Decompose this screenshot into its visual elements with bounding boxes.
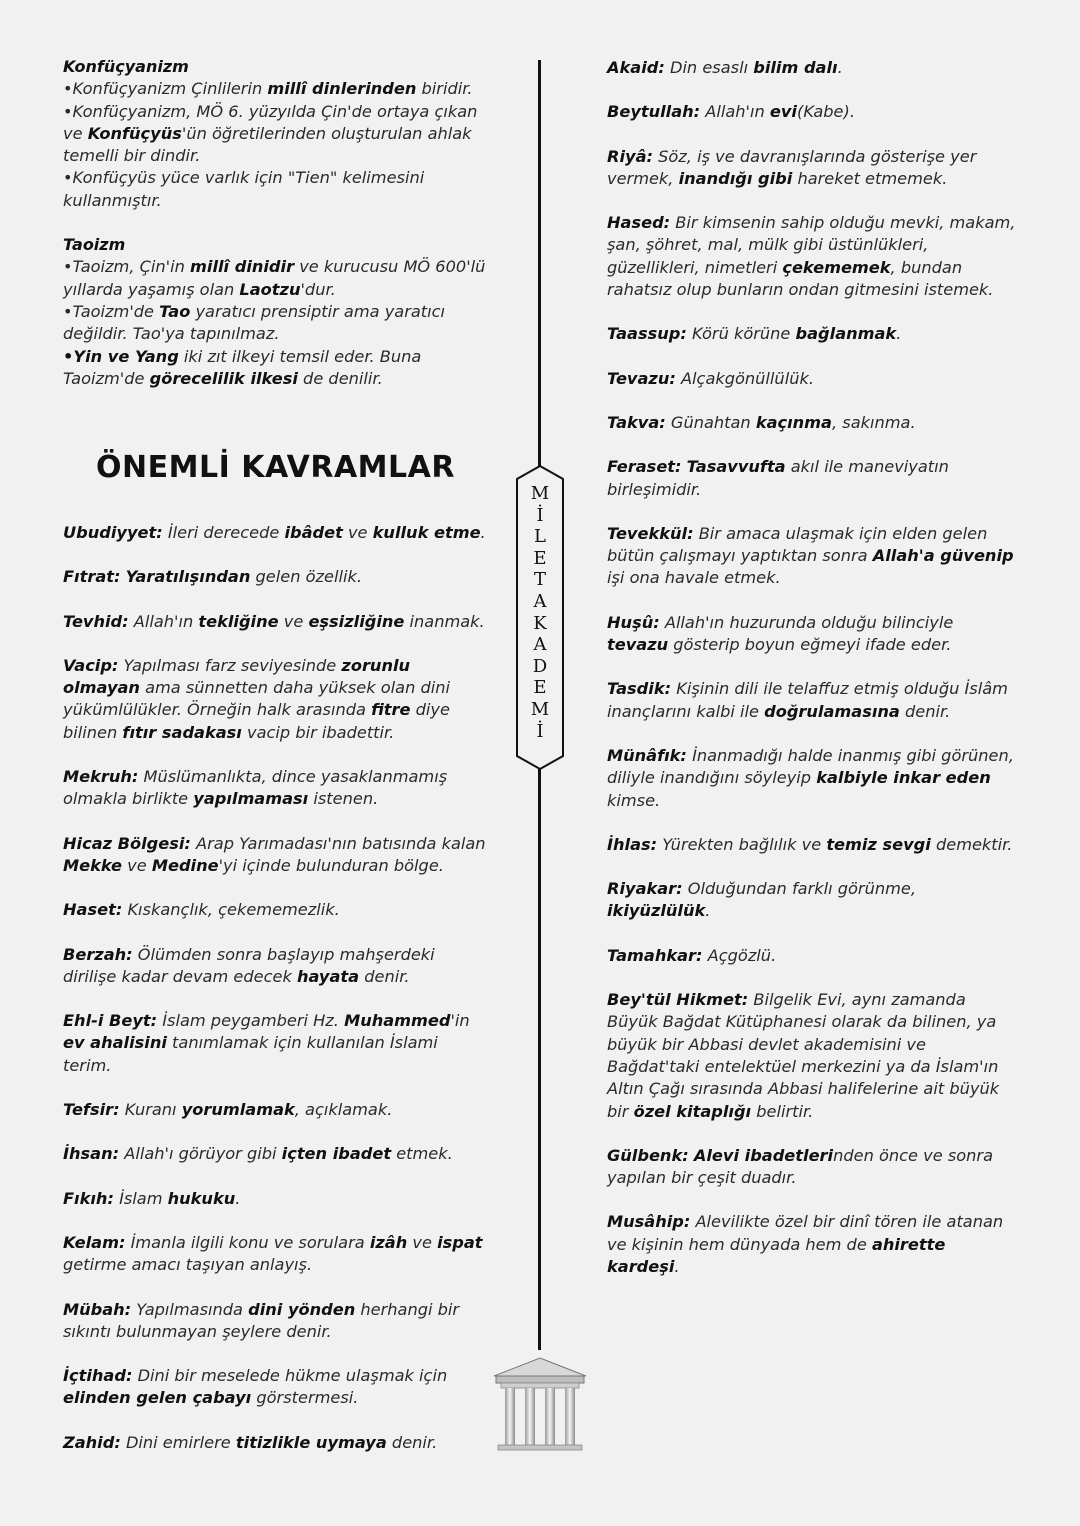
term-text: Alevilikte özel bir dinî tören ile atanan ve kişinin hem dünyada hem de — [607, 1212, 1004, 1254]
term-emphasis: doğrulamasına — [764, 701, 900, 721]
term-text: Kişinin dili ile telaffuz etmiş olduğu İslâm inançlarını kalbi ile — [607, 679, 1008, 721]
badge-letter: A — [533, 634, 547, 656]
term-text: Yürekten bağlılık ve — [657, 834, 827, 854]
term-text: ve — [278, 611, 309, 631]
term-label: İçtihad: — [63, 1366, 133, 1386]
term-entry — [607, 612, 1017, 657]
term-text: İmanla ilgili konu ve sorulara — [125, 1232, 370, 1252]
term-emphasis: Muhammed — [344, 1011, 451, 1031]
term-text: , açıklamak. — [294, 1100, 393, 1120]
term-text: Allah'ın — [128, 611, 199, 631]
konfucyanizm-bullet-3: •Konfüçyüs yüce varlık için "Tien" kelimesini kullanmıştır. — [63, 168, 425, 210]
term-emphasis: ispat — [437, 1232, 483, 1252]
term-text: istenen. — [308, 789, 379, 809]
term-emphasis: yapılmaması — [193, 789, 309, 809]
term-label: Hicaz Bölgesi: — [63, 833, 191, 853]
term-text: diye bilinen — [63, 700, 450, 742]
term-entry — [63, 944, 488, 989]
term-label: Fıtrat: — [63, 567, 121, 587]
term-text: Yapılmasında — [131, 1299, 249, 1319]
term-emphasis: ev ahalisini — [63, 1033, 167, 1053]
term-emphasis: izâh — [369, 1232, 408, 1252]
term-emphasis: evi — [769, 102, 797, 122]
text-bold: Laotzu — [239, 279, 301, 299]
text-bold: Konfüçyüs — [87, 123, 182, 143]
term-text: 'yi içinde bulunduran bölge. — [218, 855, 444, 875]
term-emphasis: temiz sevgi — [826, 834, 931, 854]
term-label: Vacip: — [63, 655, 119, 675]
term-emphasis: özel kitaplığı — [633, 1101, 752, 1121]
term-text: Allah'ı görüyor gibi — [119, 1144, 282, 1164]
term-text: , sakınma. — [831, 412, 916, 432]
badge-letter: M — [530, 698, 550, 720]
term-text: Açgözlü. — [702, 945, 777, 965]
term-label: Mübah: — [63, 1299, 132, 1319]
term-text: ve — [342, 523, 373, 542]
term-text: Bir kimsenin sahip olduğu mevki, makam, şan, şöhret, mal, mülk gibi üstünlükleri, güzellikleri, nimetleri — [607, 213, 1016, 277]
term-entry — [63, 1432, 488, 1454]
term-text: işi ona havale etmek. — [607, 568, 781, 588]
text: yaratıcı prensiptir ama yaratıcı değildir. Tao'ya tapınılmaz. — [63, 301, 446, 344]
text: •Taoizm'de — [63, 301, 160, 321]
term-label: İhlas: — [607, 834, 658, 854]
term-label: Tevazu: — [607, 368, 676, 388]
term-text: Müslümanlıkta, dince yasaklanmamış olmakla birlikte — [63, 767, 448, 809]
term-text: . — [896, 324, 902, 344]
text-bold: millî dinidir — [190, 257, 295, 277]
temple-columns-icon — [492, 1356, 588, 1451]
term-text: (Kabe). — [797, 102, 855, 122]
badge-letter: A — [533, 590, 547, 612]
term-emphasis: fıtır sadakası — [122, 722, 242, 742]
text: de denilir. — [297, 368, 383, 388]
term-text: Allah'ın huzurunda olduğu bilinciyle — [659, 612, 954, 632]
term-label: Münâfık: — [607, 745, 687, 765]
term-entry — [607, 101, 1017, 123]
term-label: Musâhip: — [607, 1212, 691, 1232]
term-label: Tevhid: — [63, 611, 129, 631]
term-label: Berzah: — [63, 944, 133, 964]
milet-akademi-badge — [516, 465, 564, 770]
text-bold: görecelilik ilkesi — [149, 368, 298, 388]
term-emphasis: yorumlamak — [181, 1100, 295, 1120]
badge-letter: İ — [536, 720, 544, 742]
term-text: 'in — [450, 1011, 470, 1031]
term-entry — [607, 989, 1017, 1123]
term-entry — [607, 945, 1017, 967]
text-bold: millî dinlerinden — [267, 79, 417, 99]
term-entry — [607, 834, 1017, 856]
text: 'dur. — [300, 279, 336, 299]
term-entry — [607, 1211, 1017, 1278]
term-entry — [63, 1143, 488, 1165]
term-text: İleri derecede — [162, 523, 285, 542]
term-emphasis: zorunlu olmayan — [63, 655, 411, 698]
term-entry — [63, 1099, 488, 1121]
term-label: Hased: — [607, 213, 671, 233]
term-label: Ubudiyyet: — [63, 523, 163, 542]
term-emphasis: Yaratılışından — [125, 567, 251, 587]
term-text: ve — [122, 855, 152, 875]
konfucyanizm-bullet-2 — [63, 101, 488, 168]
term-text: İslam — [113, 1188, 168, 1208]
term-emphasis: kulluk etme — [372, 523, 481, 542]
term-emphasis: Alevi ibadetleri — [693, 1145, 834, 1165]
term-label: İhsan: — [63, 1144, 120, 1164]
term-entry — [607, 523, 1017, 590]
badge-letter: L — [534, 526, 546, 548]
term-label: Zahid: — [63, 1432, 121, 1452]
term-text: demektir. — [930, 834, 1013, 854]
term-entry — [63, 1365, 488, 1410]
term-entry — [63, 1010, 488, 1077]
taoizm-bullet-3 — [63, 346, 488, 391]
term-emphasis: bağlanmak — [795, 324, 897, 344]
term-label: Fıkıh: — [63, 1188, 114, 1208]
term-text: Alçakgönüllülük. — [675, 368, 814, 388]
term-label: Tefsir: — [63, 1100, 120, 1120]
term-label: Ehl-i Beyt: — [63, 1011, 158, 1031]
term-emphasis: Allah'a güvenip — [872, 546, 1014, 566]
term-label: Riyakar: — [607, 879, 683, 899]
term-entry — [63, 899, 488, 921]
term-text: belirtir. — [751, 1101, 814, 1121]
text: biridir. — [416, 79, 473, 99]
term-label: Tasdik: — [607, 679, 672, 699]
term-emphasis: ibâdet — [284, 523, 343, 542]
term-text: tanımlamak için kullanılan İslami terim. — [63, 1033, 438, 1075]
term-text: Dini bir meselede hükme ulaşmak için — [132, 1366, 448, 1386]
term-text: Günahtan — [665, 412, 756, 432]
term-text: denir. — [386, 1432, 438, 1452]
term-emphasis: hayata — [296, 966, 360, 986]
term-entry — [607, 745, 1017, 812]
term-label: Beytullah: — [607, 102, 701, 122]
term-emphasis: elinden gelen çabayı — [63, 1388, 252, 1408]
term-emphasis: ahirette kardeşi — [607, 1234, 946, 1276]
term-text: , bundan rahatsız olup bunların ondan gitmesini istemek. — [607, 257, 994, 300]
konfucyanizm-title: Konfüçyanizm — [63, 57, 189, 76]
term-emphasis: kalbiyle inkar eden — [816, 768, 991, 788]
term-entry — [63, 1188, 488, 1210]
badge-letter: İ — [536, 504, 544, 526]
badge-letter: K — [533, 612, 547, 634]
term-text: Dini emirlere — [120, 1432, 236, 1452]
term-emphasis: içten ibadet — [281, 1144, 392, 1164]
term-entry — [607, 212, 1017, 301]
text-bold: •Yin ve Yang — [63, 346, 179, 366]
term-text: etmek. — [391, 1144, 453, 1164]
term-entry — [63, 1232, 488, 1277]
term-text: herhangi bir sıkıntı bulunmayan şeylere denir. — [63, 1299, 460, 1341]
term-entry — [63, 655, 488, 744]
taoizm-bullet-2 — [63, 301, 488, 346]
term-text: Din esaslı — [664, 58, 754, 77]
section-heading: ÖNEMLİ KAVRAMLAR — [96, 450, 455, 485]
term-text: Kıskançlık, çekememezlik. — [122, 900, 340, 920]
text: •Konfüçyanizm, MÖ 6. yüzyılda Çin'de ortaya çıkan ve — [63, 101, 478, 143]
term-text: Ölümden sonra başlayıp mahşerdeki dirilişe kadar devam edecek — [63, 944, 435, 986]
term-text: . — [837, 58, 843, 77]
term-entry — [63, 766, 488, 811]
term-emphasis: titizlikle uymaya — [235, 1432, 387, 1452]
term-text: Allah'ın — [700, 102, 770, 122]
term-text: nden önce ve sonra yapılan bir çeşit duadır. — [607, 1145, 994, 1188]
term-emphasis: dini yönden — [248, 1299, 356, 1319]
term-entry — [607, 368, 1017, 390]
term-text: Körü körüne — [686, 324, 796, 344]
badge-letter: T — [533, 569, 546, 591]
term-emphasis: ikiyüzlülük — [607, 901, 706, 921]
term-entry — [63, 1299, 488, 1344]
term-text: Söz, iş ve davranışlarında gösterişe yer vermek, — [607, 146, 977, 188]
term-entry — [607, 146, 1017, 191]
taoizm-title: Taoizm — [63, 235, 126, 255]
term-label: Takva: — [607, 412, 666, 432]
term-entry — [607, 57, 1017, 79]
term-text: Yapılması farz seviyesinde — [118, 655, 342, 675]
term-entry — [607, 323, 1017, 345]
term-emphasis: hukuku — [167, 1188, 236, 1208]
text: 'ün öğretilerinden oluşturulan ahlak temelli bir dindir. — [63, 123, 472, 166]
term-emphasis: inandığı gibi — [678, 168, 793, 188]
term-emphasis: Tasavvufta — [686, 457, 786, 477]
term-emphasis: fitre — [371, 700, 411, 720]
badge-letter: M — [530, 483, 550, 504]
badge-letter: E — [533, 547, 547, 569]
term-label: Mekruh: — [63, 767, 139, 787]
left-top-section — [63, 56, 488, 390]
term-text: ve — [407, 1232, 438, 1252]
taoizm-bullet-1 — [63, 256, 488, 301]
term-text: denir. — [359, 966, 410, 986]
term-text: Kuranı — [119, 1100, 182, 1120]
term-label: Huşû: — [607, 612, 660, 632]
term-label: Taassup: — [607, 324, 687, 344]
left-terms-list — [63, 522, 488, 1476]
text-bold: Tao — [159, 301, 191, 321]
right-terms-list — [607, 57, 1017, 1300]
term-emphasis: Medine — [151, 855, 219, 875]
text: •Taoizm, Çin'in — [63, 257, 191, 277]
term-label: Bey'tül Hikmet: — [607, 990, 749, 1010]
term-text: ama sünnetten daha yüksek olan dini yükümlülükler. Örneğin halk arasında — [63, 678, 450, 720]
term-entry — [63, 833, 488, 878]
term-text: denir. — [899, 701, 951, 721]
term-label: Tevekkül: — [607, 523, 694, 543]
term-text: görstermesi. — [251, 1388, 359, 1408]
term-entry — [63, 522, 488, 544]
term-label: Riyâ: — [607, 146, 653, 166]
term-entry — [607, 1145, 1017, 1190]
term-entry — [63, 566, 488, 588]
term-text: Olduğundan farklı görünme, — [682, 879, 916, 899]
term-emphasis: bilim dalı — [753, 58, 838, 77]
term-emphasis: kaçınma — [755, 412, 832, 432]
text: •Konfüçyanizm Çinlilerin — [63, 79, 268, 99]
term-text: İslam peygamberi Hz. — [157, 1011, 345, 1031]
term-entry — [63, 611, 488, 633]
badge-letter: E — [533, 677, 547, 699]
term-text: getirme amacı taşıyan anlayış. — [63, 1255, 313, 1275]
term-text: kimse. — [607, 790, 661, 810]
term-emphasis: tekliğine — [198, 611, 279, 631]
term-label: Kelam: — [63, 1232, 126, 1252]
term-text: . — [705, 901, 711, 921]
term-emphasis: Mekke — [63, 855, 123, 875]
term-text: İnanmadığı halde inanmış gibi görünen, diliyle inandığını söyleyip — [607, 745, 1014, 788]
term-text: . — [480, 523, 486, 542]
term-text: akıl ile maneviyatın birleşimidir. — [607, 457, 949, 499]
term-text: Bir amaca ulaşmak için elden gelen bütün çalışmayı yaptıktan sonra — [607, 523, 988, 566]
term-text: vacip bir ibadettir. — [241, 722, 395, 742]
term-label: Gülbenk: — [607, 1145, 689, 1165]
term-label: Tamahkar: — [607, 945, 703, 965]
text: ve kurucusu MÖ 600'lü yıllarda yaşamış olan — [63, 257, 486, 299]
term-text: gösterip boyun eğmeyi ifade eder. — [668, 635, 952, 655]
term-emphasis: çekememek — [782, 257, 891, 277]
term-entry — [607, 456, 1017, 501]
konfucyanizm-bullet-1 — [63, 78, 488, 100]
term-text: hareket etmemek. — [792, 168, 948, 188]
badge-letters — [516, 483, 564, 742]
term-text: gelen özellik. — [250, 567, 363, 587]
term-entry — [607, 878, 1017, 923]
term-label: Haset: — [63, 900, 123, 920]
term-entry — [607, 678, 1017, 723]
term-text: . — [674, 1256, 680, 1276]
text: iki zıt ilkeyi temsil eder. Buna Taoizm'de — [63, 346, 422, 388]
term-label: Akaid: — [607, 58, 665, 77]
term-emphasis: tevazu — [607, 635, 669, 655]
term-entry — [607, 412, 1017, 434]
term-label: Feraset: — [607, 457, 682, 477]
term-text: . — [235, 1188, 241, 1208]
term-text: Bilgelik Evi, aynı zamanda Büyük Bağdat Kütüphanesi olarak da bilinen, ya büyük bir Abbasi devlet akademisini ve Bağdat'taki entelektüel merkezini ya da İslam'ın Altın Çağı sırasında Abbasi halifelerine ait büyük bir — [607, 990, 1000, 1121]
term-emphasis: eşsizliğine — [308, 611, 405, 631]
term-text: Arap Yarımadası'nın batısında kalan — [190, 833, 486, 853]
badge-letter: D — [532, 655, 548, 677]
term-text: inanmak. — [404, 611, 485, 631]
